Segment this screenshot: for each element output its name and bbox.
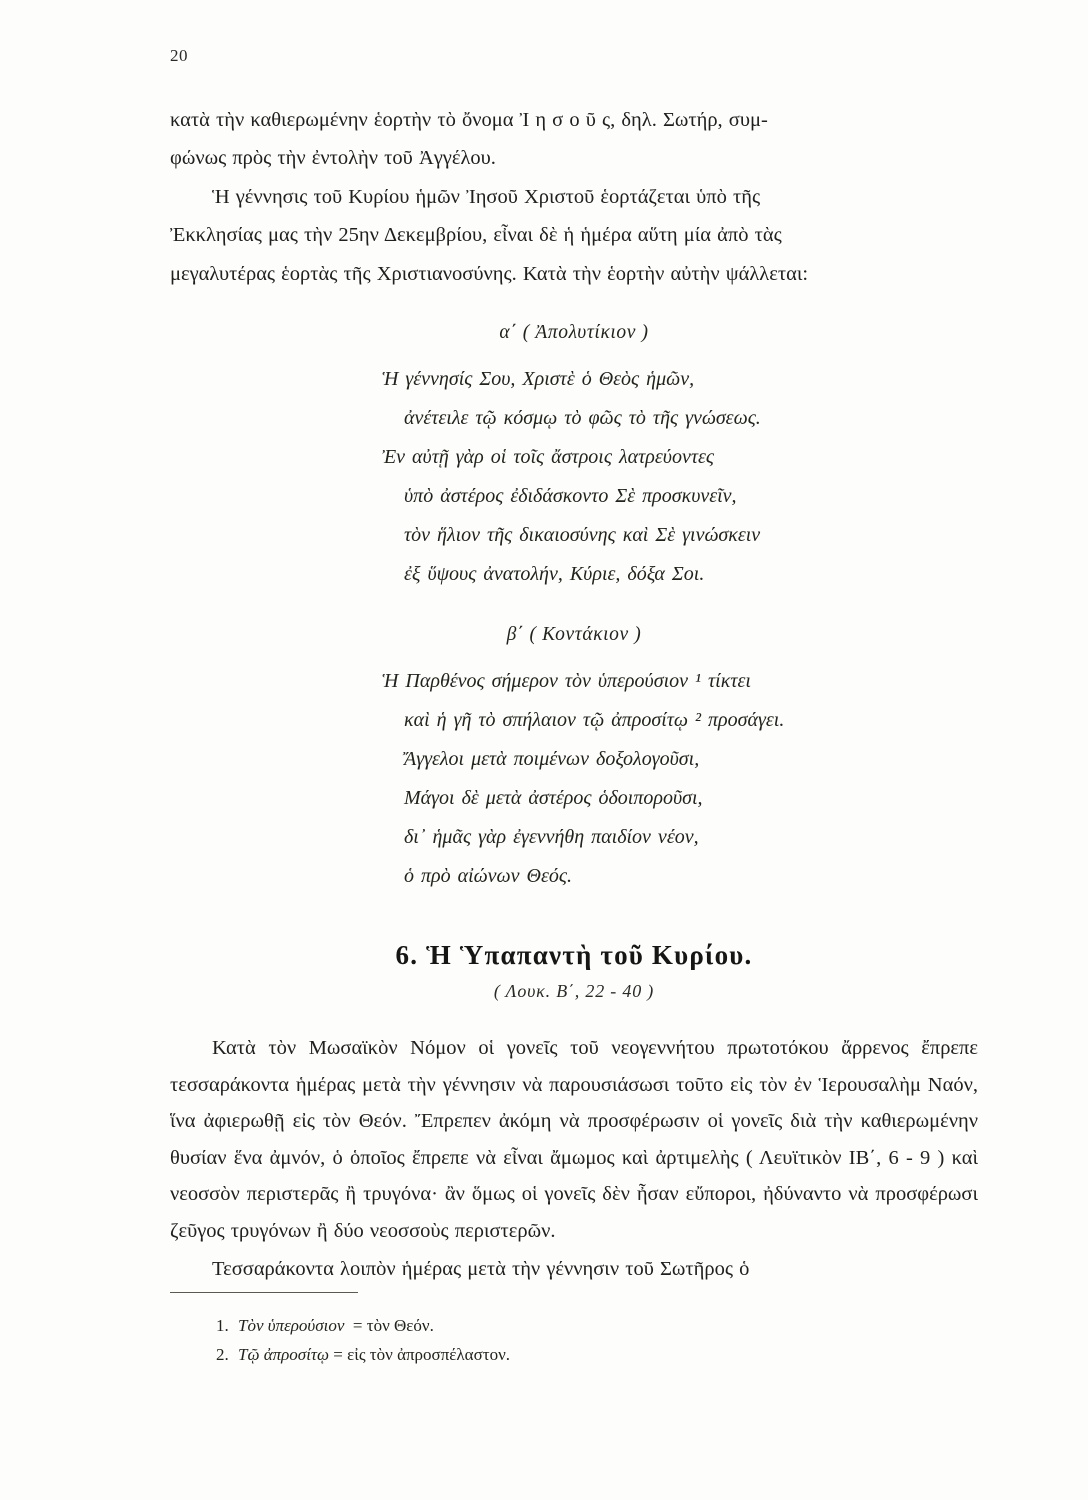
paragraph-line: Ἐκκλησίας μας τὴν 25ην Δεκεμβρίου, εἶναι δὲ ἡ ἡμέρα αὕτη μία ἀπὸ τὰς: [170, 224, 782, 247]
footnote-term: Τὸν ὑπερούσιον: [238, 1315, 345, 1335]
hymn-line: ὑπὸ ἀστέρος ἐδιδάσκοντο Σὲ προσκυνεῖν,: [404, 485, 737, 508]
footnote-number: 1.: [216, 1315, 229, 1335]
hymn-line: ἐξ ὕψους ἀνατολήν, Κύριε, δόξα Σοι.: [404, 563, 705, 586]
hymn-line: ὁ πρὸ αἰώνων Θεός.: [404, 865, 572, 888]
paragraph: Κατὰ τὸν Μωσαϊκὸν Νόμον οἱ γονεῖς τοῦ νεογεννήτου πρωτοτόκου ἄρρενος ἔπρεπε τεσσαράκοντα ἡμέρας μετὰ τὴν γέννησιν νὰ παρουσιάσωσι τοῦτο εἰς τὸν ἐν Ἱερουσαλὴμ Ναόν, ἵνα ἀφιερωθῇ εἰς τὸν Θεόν. Ἔπρεπεν ἀκόμη νὰ προσφέρωσιν οἱ γονεῖς διὰ τὴν καθιερωμένην θυσίαν ἕνα ἀμνόν, ὁ ὁποῖος ἔπρεπε νὰ εἶναι ἄμωμος καὶ ἀρτιμελὴς ( Λευϊτικὸν ΙΒ΄, 6 - 9 ) καὶ νεοσσὸν περιστερᾶς ἢ τρυγόνα· ἂν ὅμως οἱ γονεῖς δὲν ἦσαν εὔποροι, ἠδύναντο νὰ προσφέρωσι ζεῦγος τρυγόνων ἢ δύο νεοσσοὺς περιστερῶν.: [170, 1037, 978, 1242]
hymn-apolytikion: [170, 322, 978, 594]
intro-text-block: [170, 102, 978, 292]
paragraph: Τεσσαράκοντα λοιπὸν ἡμέρας μετὰ τὴν γέννησιν τοῦ Σωτῆρος ὁ: [212, 1258, 750, 1281]
footnote-divider: [170, 1292, 358, 1293]
footnote-item: [170, 1340, 930, 1370]
hymn-line: δι᾽ ἡμᾶς γὰρ ἐγεννήθη παιδίον νέον,: [404, 826, 699, 849]
footnote-separator: =: [333, 1345, 348, 1365]
hymn-kontakion: [170, 624, 978, 896]
section-body: [170, 1030, 978, 1287]
footnote-term: Τῷ ἀπροσίτῳ: [238, 1345, 330, 1365]
scripture-reference: ( Λουκ. Β΄, 22 - 40 ): [493, 981, 655, 1002]
paragraph-line: κατὰ τὴν καθιερωμένην ἑορτὴν τὸ ὄνομα Ἰ η σ ο ῦ ς, δηλ. Σωτήρ, συμ-: [170, 109, 768, 131]
paragraph-line: Ἡ γέννησις τοῦ Κυρίου ἡμῶν Ἰησοῦ Χριστοῦ ἑορτάζεται ὑπὸ τῆς: [212, 185, 761, 208]
footnote-number: 2.: [216, 1345, 229, 1365]
paragraph-line: μεγαλυτέρας ἑορτὰς τῆς Χριστιανοσύνης. Κατὰ τὴν ἑορτὴν αὐτὴν ψάλλεται:: [170, 262, 809, 285]
paragraph-line: φώνως πρὸς τὴν ἐντολὴν τοῦ Ἀγγέλου.: [170, 147, 496, 170]
hymn-line: Ἐν αὐτῇ γὰρ οἱ τοῖς ἄστροις λατρεύοντες: [382, 446, 714, 469]
footnotes-block: [170, 1292, 930, 1371]
section-heading: 6. Ἡ Ὑπαπαντὴ τοῦ Κυρίου.: [395, 940, 753, 971]
hymn-title: α΄ ( Ἀπολυτίκιον ): [499, 322, 649, 344]
hymn-line: Ἡ γέννησίς Σου, Χριστὲ ὁ Θεὸς ἡμῶν,: [382, 368, 695, 391]
hymn-lines: [170, 662, 978, 896]
hymn-line: καὶ ἡ γῆ τὸ σπήλαιον τῷ ἀπροσίτῳ ² προσάγει.: [404, 709, 785, 732]
hymn-line: Ἡ Παρθένος σήμερον τὸν ὑπερούσιον ¹ τίκτει: [382, 670, 751, 693]
footnote-item: [170, 1311, 930, 1341]
hymn-line: τὸν ἥλιον τῆς δικαιοσύνης καὶ Σὲ γινώσκειν: [404, 524, 761, 547]
hymn-title: β΄ ( Κοντάκιον ): [506, 624, 642, 646]
footnote-separator: =: [352, 1315, 367, 1335]
footnote-gloss: εἰς τὸν ἀπροσπέλαστον.: [347, 1345, 511, 1365]
hymn-line: ἀνέτειλε τῷ κόσμῳ τὸ φῶς τὸ τῆς γνώσεως.: [404, 407, 761, 430]
page-number: 20: [170, 46, 188, 65]
hymn-line: Μάγοι δὲ μετὰ ἀστέρος ὁδοιποροῦσι,: [404, 787, 703, 810]
hymn-line: Ἄγγελοι μετὰ ποιμένων δοξολογοῦσι,: [404, 748, 700, 771]
footnote-gloss: τὸν Θεόν.: [366, 1315, 434, 1335]
hymn-lines: [170, 360, 978, 594]
